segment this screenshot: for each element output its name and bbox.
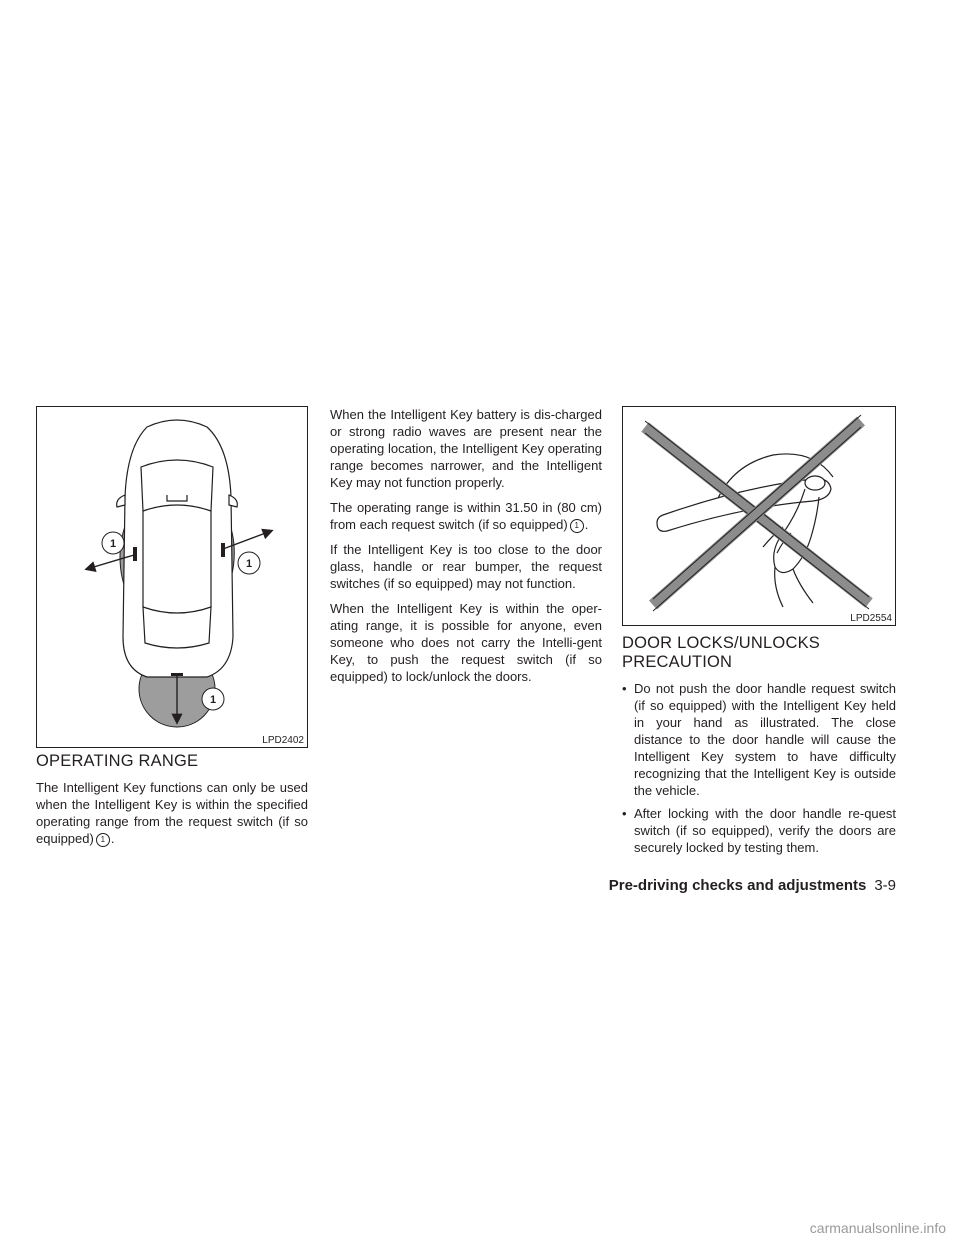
figure-code: LPD2554 bbox=[850, 613, 892, 624]
svg-text:1: 1 bbox=[109, 538, 117, 550]
paragraph-too-close: If the Intelligent Key is too close to the door glass, handle or rear bumper, the request switches (if so equipped) may not function. bbox=[330, 542, 602, 591]
watermark: carmanualsonline.info bbox=[809, 1220, 946, 1236]
paragraph-anyone: When the Intelligent Key is within the oper-ating range, it is possible for anyone, even someone who does not carry the Intelli-gent Key, to push the request switch (if so equipped) to lock/unlock the doors. bbox=[330, 601, 602, 684]
operating-range-details bbox=[330, 406, 602, 693]
section-heading: DOOR LOCKS/UNLOCKS PRECAUTION bbox=[622, 634, 820, 671]
list-item: • After locking with the door handle re-quest switch (if so equipped), verify the doors are securely locked by testing them. bbox=[622, 805, 896, 856]
page-footer bbox=[609, 877, 896, 894]
callout-marker: 1 bbox=[570, 519, 584, 533]
request-switch-right bbox=[221, 543, 225, 557]
svg-text:1: 1 bbox=[245, 558, 253, 570]
page-number: 3-9 bbox=[874, 877, 896, 894]
footer-section-title: Pre-driving checks and adjustments bbox=[608, 877, 867, 894]
car-top-view-illustration bbox=[37, 407, 307, 747]
callout-left bbox=[102, 532, 124, 554]
svg-text:1: 1 bbox=[209, 694, 217, 706]
section-heading: OPERATING RANGE bbox=[36, 752, 199, 770]
list-item: • Do not push the door handle request switch (if so equipped) with the Intelligent Key held in your hand as illustrated. The close distance to the door handle will cause the Intelligent Key system to have difficulty recognizing that the Intelligent Key is outside the vehicle. bbox=[622, 680, 896, 799]
precaution-list bbox=[622, 680, 896, 856]
door-locks-precaution-section bbox=[622, 634, 896, 862]
figure-code: LPD2402 bbox=[262, 735, 304, 746]
hand-on-door-handle-illustration bbox=[623, 407, 895, 625]
callout-marker: 1 bbox=[96, 833, 110, 847]
door-handle-precaution-figure bbox=[622, 406, 896, 626]
callout-right bbox=[238, 552, 260, 574]
callout-rear bbox=[202, 688, 224, 710]
request-switch-left bbox=[133, 547, 137, 561]
operating-range-section bbox=[36, 752, 308, 855]
request-switch-rear bbox=[171, 673, 183, 676]
paragraph-battery: When the Intelligent Key battery is dis-charged or strong radio waves are present near the operating location, the Intelligent Key operating range becomes narrower, and the Intelligent Key may not function properly. bbox=[330, 407, 602, 490]
operating-range-figure bbox=[36, 406, 308, 748]
operating-range-paragraph: The Intelligent Key functions can only be used when the Intelligent Key is within the specified operating range from the request switch (if so equipped) 1 . bbox=[36, 780, 308, 846]
paragraph-range-distance: The operating range is within 31.50 in (80 cm) from each request switch (if so equipped) 1 . bbox=[330, 500, 602, 532]
